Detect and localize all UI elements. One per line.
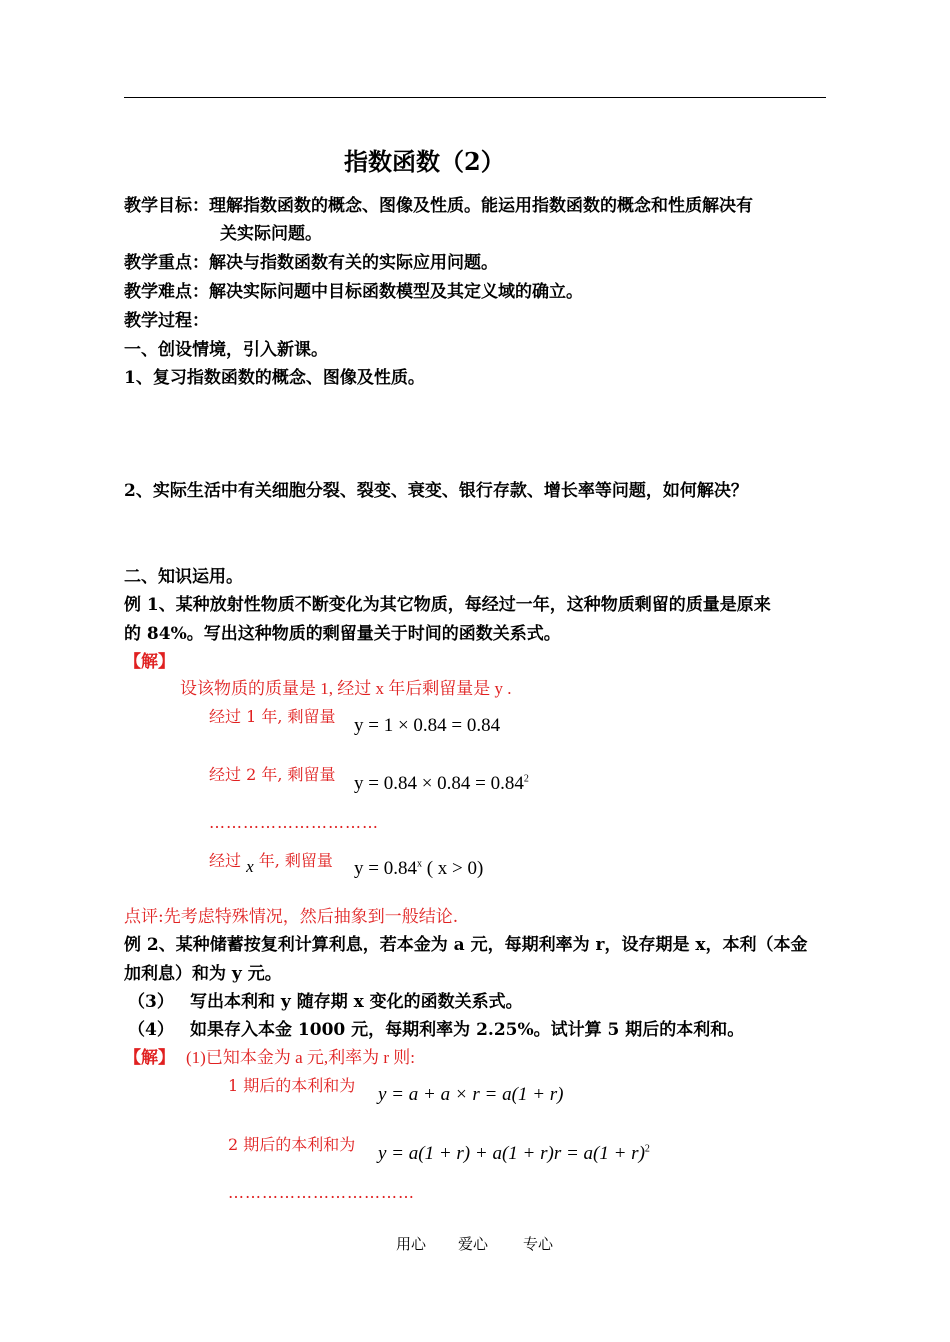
review-item: 1、复习指数函数的概念、图像及性质。 [124,368,425,388]
period2-exponent: 2 [644,1143,650,1155]
teaching-key-points: 教学重点：解决与指数函数有关的实际应用问题。 [124,253,498,273]
header-rule [124,97,826,98]
ellipsis-dots-2: …………………………… [228,1183,415,1202]
solution2-tag: 【解】 [124,1048,175,1068]
solution-tag: 【解】 [124,652,175,672]
stepx-variable: x [246,857,254,876]
period1-label: 1 期后的本利和为 [228,1076,356,1095]
stepx-label-b: 年, 剩留量 [258,851,333,870]
footer-word-3: 专心 [523,1235,554,1253]
step1-formula: y = 1 × 0.84 = 0.84 [354,715,501,736]
stepx-formula [354,858,483,880]
ellipsis-dots-1: ………………………… [209,813,379,832]
step2-label: 经过 2 年, 剩留量 [209,765,336,784]
stepx-label [209,848,333,876]
question3-text: 写出本利和 y 随存期 x 变化的函数关系式。 [190,992,523,1012]
stepx-formula-a: y = 0.84 [354,858,417,879]
solution1-intro: 设该物质的质量是 1, 经过 x 年后剩留量是 y . [180,679,512,698]
stepx-exponent: x [416,858,422,870]
section-heading-1: 一、创设情境，引入新课。 [124,340,328,360]
footer-word-2: 爱心 [458,1235,489,1253]
step2-exponent: 2 [523,773,529,785]
footer-word-1: 用心 [396,1235,427,1253]
step2-formula [354,773,529,795]
question4-number: （4） [128,1020,174,1040]
solution2-intro: (1)已知本金为 a 元,利率为 r 则: [186,1048,416,1067]
section-heading-2: 二、知识运用。 [124,567,243,587]
period2-formula [378,1143,650,1165]
question4-text: 如果存入本金 1000 元，每期利率为 2.25%。试计算 5 期后的本利和。 [190,1020,745,1040]
example1-line1: 例 1、某种放射性物质不断变化为其它物质，每经过一年，这种物质剩留的质量是原来 [124,595,771,615]
stepx-label-a: 经过 [209,851,242,870]
teaching-difficulties: 教学难点：解决实际问题中目标函数模型及其定义域的确立。 [124,282,583,302]
period2-label: 2 期后的本利和为 [228,1135,356,1154]
question-item: 2、实际生活中有关细胞分裂、裂变、衰变、银行存款、增长率等问题，如何解决？ [124,481,748,501]
teaching-goals-line1: 教学目标：理解指数函数的概念、图像及性质。能运用指数函数的概念和性质解决有 [124,196,753,216]
page-title: 指数函数（2） [344,147,505,176]
step2-formula-text: y = 0.84 × 0.84 = 0.84 [354,773,524,794]
step1-label: 经过 1 年, 剩留量 [209,707,336,726]
example1-line2: 的 84%。写出这种物质的剩留量关于时间的函数关系式。 [124,624,561,644]
period2-formula-text: y = a(1 + r) + a(1 + r)r = a(1 + r) [378,1143,645,1164]
teaching-goals-line2: 关实际问题。 [220,224,322,244]
stepx-formula-b: ( x > 0) [421,858,484,879]
comment-note: 点评:先考虑特殊情况，然后抽象到一般结论. [124,907,459,927]
period1-formula: y = a + a × r = a(1 + r) [378,1084,564,1105]
question3-number: （3） [128,992,174,1012]
example2-line2: 加利息）和为 y 元。 [124,964,282,984]
example2-line1: 例 2、某种储蓄按复利计算利息，若本金为 a 元，每期利率为 r，设存期是 x，本利（本金 [124,935,808,955]
teaching-process: 教学过程： [124,311,209,331]
